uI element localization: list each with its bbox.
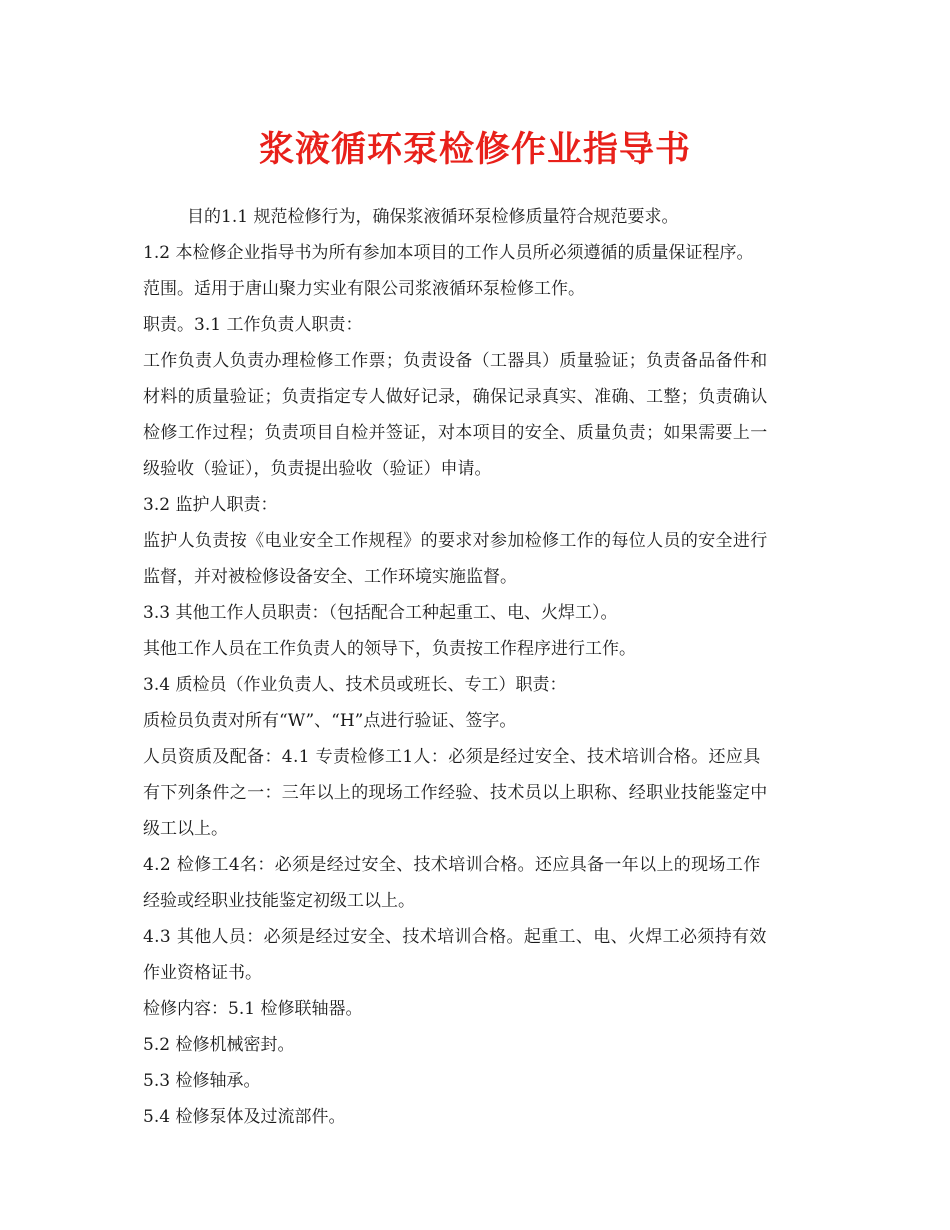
- paragraph-line: 监护人负责按《电业安全工作规程》的要求对参加检修工作的每位人员的安全进行: [143, 531, 768, 551]
- document-title: 浆液循环泵检修作业指导书: [258, 129, 691, 170]
- paragraph-line: 5.4 检修泵体及过流部件。: [143, 1107, 346, 1127]
- paragraph-line: 级验收（验证），负责提出验收（验证）申请。: [143, 459, 492, 479]
- paragraph-line: 作业资格证书。: [143, 963, 262, 983]
- paragraph-line: 4.3 其他人员：必须是经过安全、技术培训合格。起重工、电、火焊工必须持有效: [143, 927, 767, 947]
- paragraph-line: 范围。适用于唐山聚力实业有限公司浆液循环泵检修工作。: [143, 279, 585, 299]
- paragraph-line: 人员资质及配备：4.1 专责检修工1人：必须是经过安全、技术培训合格。还应具: [143, 747, 761, 767]
- paragraph-line: 其他工作人员在工作负责人的领导下，负责按工作程序进行工作。: [143, 639, 636, 659]
- paragraph-line: 4.2 检修工4名：必须是经过安全、技术培训合格。还应具备一年以上的现场工作: [143, 855, 761, 875]
- paragraph-line: 3.4 质检员（作业负责人、技术员或班长、专工）职责：: [143, 675, 567, 695]
- paragraph-line: 经验或经职业技能鉴定初级工以上。: [143, 891, 415, 911]
- document-body: [143, 199, 815, 1135]
- paragraph-line: 职责。3.1 工作负责人职责：: [143, 315, 363, 335]
- paragraph-line: 目的1.1 规范检修行为，确保浆液循环泵检修质量符合规范要求。: [187, 207, 679, 227]
- paragraph-line: 3.2 监护人职责：: [143, 495, 278, 515]
- paragraph-line: 监督，并对被检修设备安全、工作环境实施监督。: [143, 567, 517, 587]
- paragraph-line: 检修内容：5.1 检修联轴器。: [143, 999, 363, 1019]
- paragraph-line: 5.2 检修机械密封。: [143, 1035, 295, 1055]
- paragraph-line: 3.3 其他工作人员职责：（包括配合工种起重工、电、火焊工）。: [143, 603, 618, 623]
- paragraph-line: 质检员负责对所有“W”、“H”点进行验证、签字。: [143, 711, 517, 731]
- paragraph-line: 检修工作过程；负责项目自检并签证，对本项目的安全、质量负责；如果需要上一: [143, 423, 768, 443]
- paragraph-line: 5.3 检修轴承。: [143, 1071, 261, 1091]
- paragraph-line: 级工以上。: [143, 819, 228, 839]
- paragraph-line: 材料的质量验证；负责指定专人做好记录，确保记录真实、准确、工整；负责确认: [143, 387, 768, 407]
- paragraph-line: 有下列条件之一：三年以上的现场工作经验、技术员以上职称、经职业技能鉴定中: [143, 783, 768, 803]
- paragraph-line: 工作负责人负责办理检修工作票；负责设备（工器具）质量验证；负责备品备件和: [143, 351, 768, 371]
- paragraph-line: 1.2 本检修企业指导书为所有参加本项目的工作人员所必须遵循的质量保证程序。: [143, 243, 754, 263]
